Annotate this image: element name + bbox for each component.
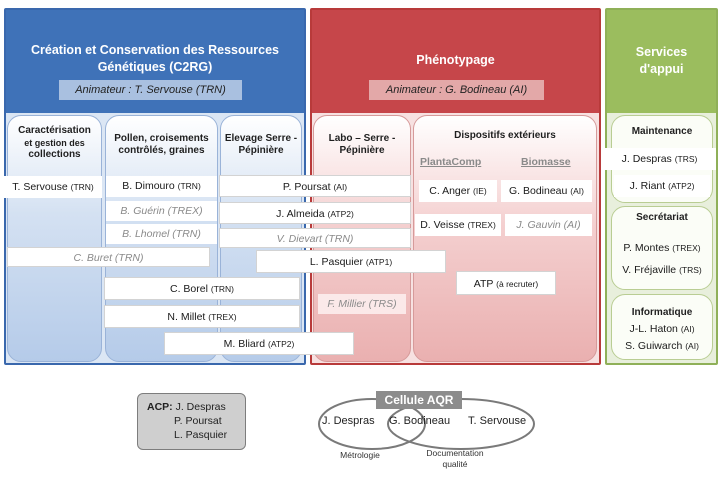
person-poursat: [219, 175, 411, 197]
acp-member-1: J. Despras: [175, 401, 226, 413]
person-veisse-name: D. Veisse: [420, 219, 465, 231]
phenotypage-animator: Animateur : G. Bodineau (AI): [369, 80, 544, 100]
person-bodineau-grade: (AI): [570, 186, 584, 196]
services-header: [607, 10, 716, 113]
person-riant: [614, 175, 710, 197]
person-dievart: V. Dievart (TRN): [219, 228, 411, 248]
person-bliard-grade: (ATP2): [268, 339, 295, 349]
person-riant-grade: (ATP2): [668, 181, 695, 191]
person-poursat-grade: (AI): [333, 182, 348, 192]
person-montes-grade: (TREX): [672, 243, 701, 253]
person-guiwarch: [614, 337, 710, 355]
pollen-title: [105, 133, 218, 157]
caracterisation-title-line3: collections: [28, 149, 81, 160]
person-montes-name: P. Montes: [623, 242, 670, 254]
person-despras: [603, 148, 716, 170]
atp-to-recruit: [456, 271, 556, 295]
phenotypage-title: Phénotypage: [416, 53, 495, 67]
person-lhomel: B. Lhomel (TRN): [106, 224, 217, 244]
services-title-line2: d'appui: [639, 62, 684, 76]
c2rg-title: [6, 42, 304, 76]
person-bodineau-name: G. Bodineau: [508, 185, 568, 197]
person-anger-name: C. Anger: [429, 185, 471, 197]
person-frejaville: [614, 260, 710, 280]
person-pasquier-grade: (ATP1): [365, 257, 393, 267]
labo-title: [313, 133, 411, 157]
person-buret: C. Buret (TRN): [7, 247, 210, 267]
person-pasquier: [256, 250, 446, 273]
maintenance-title: Maintenance: [631, 126, 693, 137]
aqr-left-member: J. Despras: [322, 415, 375, 427]
person-borel-name: C. Borel: [170, 283, 208, 295]
person-millet-name: N. Millet: [167, 311, 206, 323]
column-dispositifs: [413, 115, 597, 362]
aqr-left-label: Métrologie: [340, 450, 380, 460]
c2rg-title-line2: Génétiques (C2RG): [97, 60, 213, 74]
aqr-right-label-line2: qualité: [442, 459, 468, 469]
acp-member-3: L. Pasquier: [174, 429, 228, 441]
person-gauvin: J. Gauvin (AI): [505, 214, 592, 236]
person-despras-grade: (TRS): [674, 154, 698, 164]
person-dimouro-grade: (TRN): [177, 181, 201, 191]
person-almeida: [219, 202, 411, 224]
person-bliard-name: M. Bliard: [223, 338, 266, 350]
c2rg-title-line1: Création et Conservation des Ressources: [31, 43, 279, 57]
person-guiwarch-grade: (AI): [685, 341, 699, 351]
person-pasquier-name: L. Pasquier: [309, 256, 363, 268]
plantacomp-label: PlantaComp: [420, 156, 482, 168]
person-millet: [104, 305, 300, 328]
elevage-title: [220, 133, 302, 157]
person-bodineau: [501, 180, 592, 202]
aqr-center-member: G. Bodineau: [389, 415, 451, 427]
services-title: [607, 44, 716, 78]
person-veisse: [415, 214, 501, 236]
person-riant-name: J. Riant: [629, 180, 666, 192]
person-haton: [614, 320, 710, 338]
person-frejaville-name: V. Fréjaville: [622, 264, 677, 276]
c2rg-animator: Animateur : T. Servouse (TRN): [59, 80, 242, 100]
pollen-title-line2: contrôlés, graines: [118, 145, 205, 156]
person-frejaville-grade: (TRS): [679, 265, 702, 275]
person-montes: [614, 238, 710, 258]
pollen-title-line1: Pollen, croisements: [114, 133, 209, 144]
person-almeida-grade: (ATP2): [327, 209, 354, 219]
person-servouse-grade: (TRN): [70, 182, 94, 192]
person-anger: [419, 180, 497, 202]
person-borel-grade: (TRN): [210, 284, 234, 294]
informatique-title: Informatique: [631, 307, 693, 318]
aqr-right-label-line1: Documentation: [426, 448, 484, 458]
caracterisation-title: [7, 125, 102, 161]
person-haton-grade: (AI): [680, 324, 695, 334]
aqr-right-member: T. Servouse: [468, 415, 527, 427]
person-despras-name: J. Despras: [621, 153, 672, 165]
secretariat-title: Secrétariat: [636, 212, 688, 223]
dispositifs-title: Dispositifs extérieurs: [454, 130, 556, 141]
acp-box: [137, 393, 246, 450]
acp-member-2: P. Poursat: [174, 415, 222, 427]
person-guerin: B. Guérin (TREX): [106, 201, 217, 221]
person-servouse: [4, 176, 102, 198]
services-title-line1: Services: [635, 45, 688, 59]
person-bliard: [164, 332, 354, 355]
person-anger-grade: (IE): [473, 186, 487, 196]
acp-members: [147, 400, 227, 442]
labo-title-line2: Pépinière: [339, 145, 385, 156]
person-dimouro: [106, 176, 217, 197]
person-millet-grade: (TREX): [208, 312, 237, 322]
person-borel: [104, 277, 300, 300]
caracterisation-title-line1: Caractérisation: [18, 125, 91, 136]
acp-label: ACP:: [147, 401, 173, 413]
person-almeida-name: J. Almeida: [276, 208, 325, 220]
person-dimouro-name: B. Dimouro: [122, 180, 175, 192]
elevage-title-line2: Pépinière: [238, 145, 284, 156]
person-millier: F. Millier (TRS): [318, 294, 406, 314]
person-haton-name: J-L. Haton: [629, 323, 678, 335]
labo-title-line1: Labo – Serre -: [328, 133, 396, 144]
aqr-title: Cellule AQR: [376, 391, 462, 409]
elevage-title-line1: Elevage Serre -: [224, 133, 298, 144]
person-guiwarch-name: S. Guiwarch: [625, 340, 683, 352]
atp-name: ATP: [473, 278, 494, 290]
person-servouse-name: T. Servouse: [12, 181, 68, 193]
atp-grade: (à recruter): [496, 279, 539, 289]
caracterisation-title-line2: et gestion des: [24, 138, 85, 148]
person-poursat-name: P. Poursat: [282, 181, 331, 193]
person-veisse-grade: (TREX): [467, 220, 496, 230]
aqr-right-label: [415, 448, 495, 470]
biomasse-label: Biomasse: [521, 156, 571, 168]
